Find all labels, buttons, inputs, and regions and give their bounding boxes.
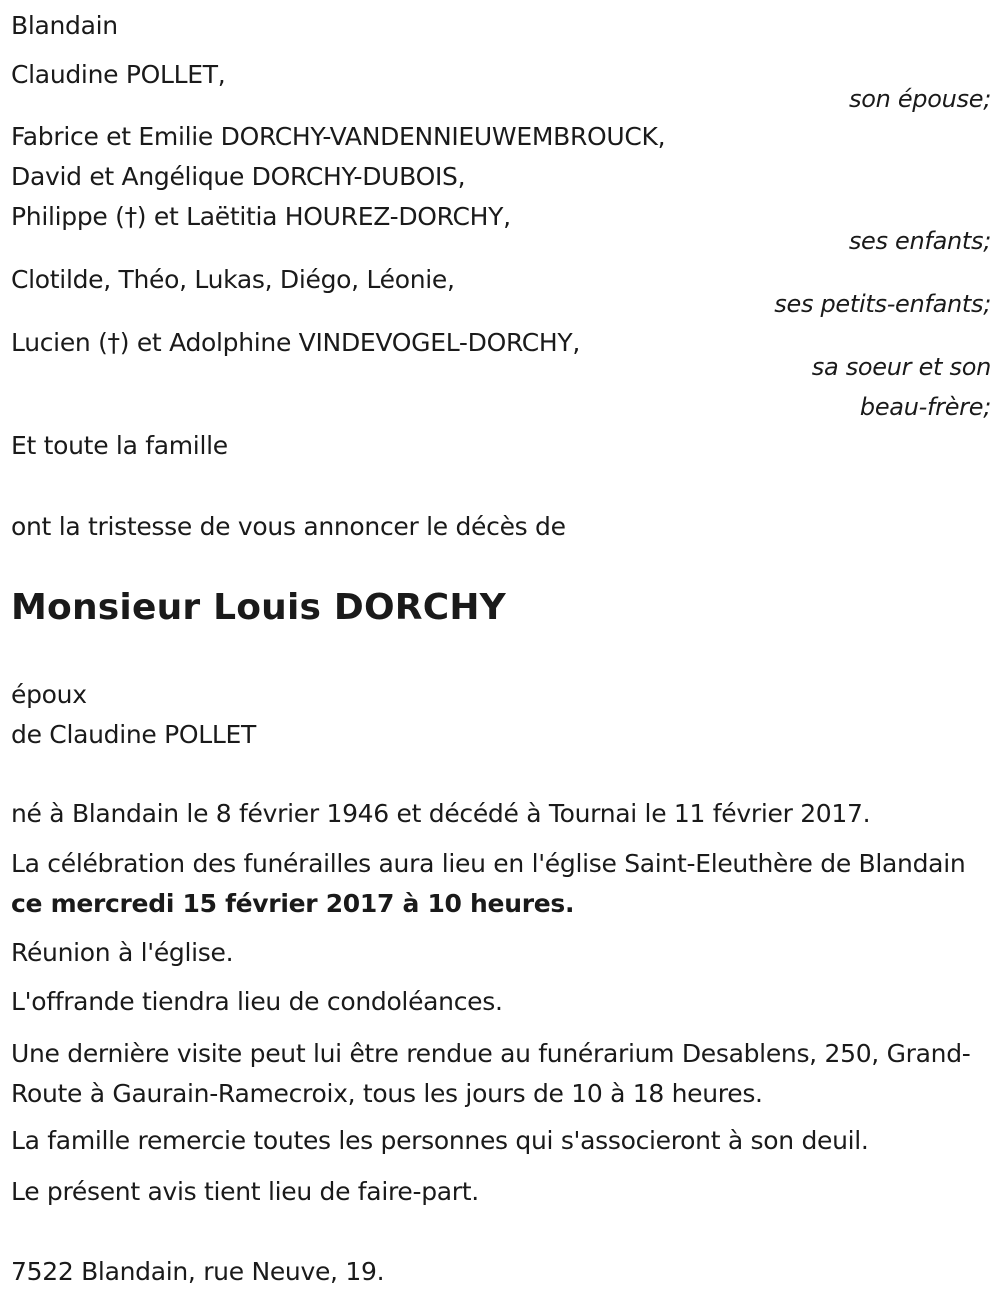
siblings-names: Lucien (†) et Adolphine VINDEVOGEL-DORCHY, [11, 328, 581, 357]
ceremony-date: ce mercredi 15 février 2017 à 10 heures. [11, 889, 575, 918]
grandchildren-names: Clotilde, Théo, Lukas, Diégo, Léonie, [11, 265, 455, 294]
child-couple-3: Philippe (†) et Laëtitia HOUREZ-DORCHY, [11, 202, 511, 231]
obituary-notice [11, 0, 991, 1306]
meeting-text: Réunion à l'église. [11, 938, 234, 967]
child-couple-2: David et Angélique DORCHY-DUBOIS, [11, 162, 466, 191]
thanks-text: La famille remercie toutes les personnes qui s'associeront à son deuil. [11, 1126, 869, 1155]
address-text: 7522 Blandain, rue Neuve, 19. [11, 1257, 385, 1286]
birth-death-text: né à Blandain le 8 février 1946 et décédé à Tournai le 11 février 2017. [11, 799, 871, 828]
child-couple-1: Fabrice et Emilie DORCHY-VANDENNIEUWEMBROUCK, [11, 122, 666, 151]
siblings-role-line1: sa soeur et son [811, 353, 991, 381]
ceremony-paragraph [11, 844, 986, 924]
relation-line-2: de Claudine POLLET [11, 720, 257, 749]
village-name: Blandain [11, 11, 118, 40]
notice-text: Le présent avis tient lieu de faire-part. [11, 1177, 479, 1206]
spouse-name: Claudine POLLET, [11, 60, 226, 89]
announcement-text: ont la tristesse de vous annoncer le décès de [11, 512, 566, 541]
spouse-role: son épouse; [849, 85, 991, 113]
offering-text: L'offrande tiendra lieu de condoléances. [11, 987, 503, 1016]
visit-text: Une dernière visite peut lui être rendue au funérarium Desablens, 250, Grand-Route à Gaurain-Ramecroix, tous les jours de 10 à 18 heures. [11, 1039, 971, 1108]
children-role: ses enfants; [848, 227, 991, 255]
relation-line-1: époux [11, 680, 87, 709]
whole-family: Et toute la famille [11, 431, 228, 460]
ceremony-text: La célébration des funérailles aura lieu en l'église Saint-Eleuthère de Blandain [11, 849, 966, 878]
deceased-name: Monsieur Louis DORCHY [11, 587, 506, 628]
siblings-role-line2: beau-frère; [859, 393, 991, 421]
grandchildren-role: ses petits-enfants; [774, 290, 991, 318]
